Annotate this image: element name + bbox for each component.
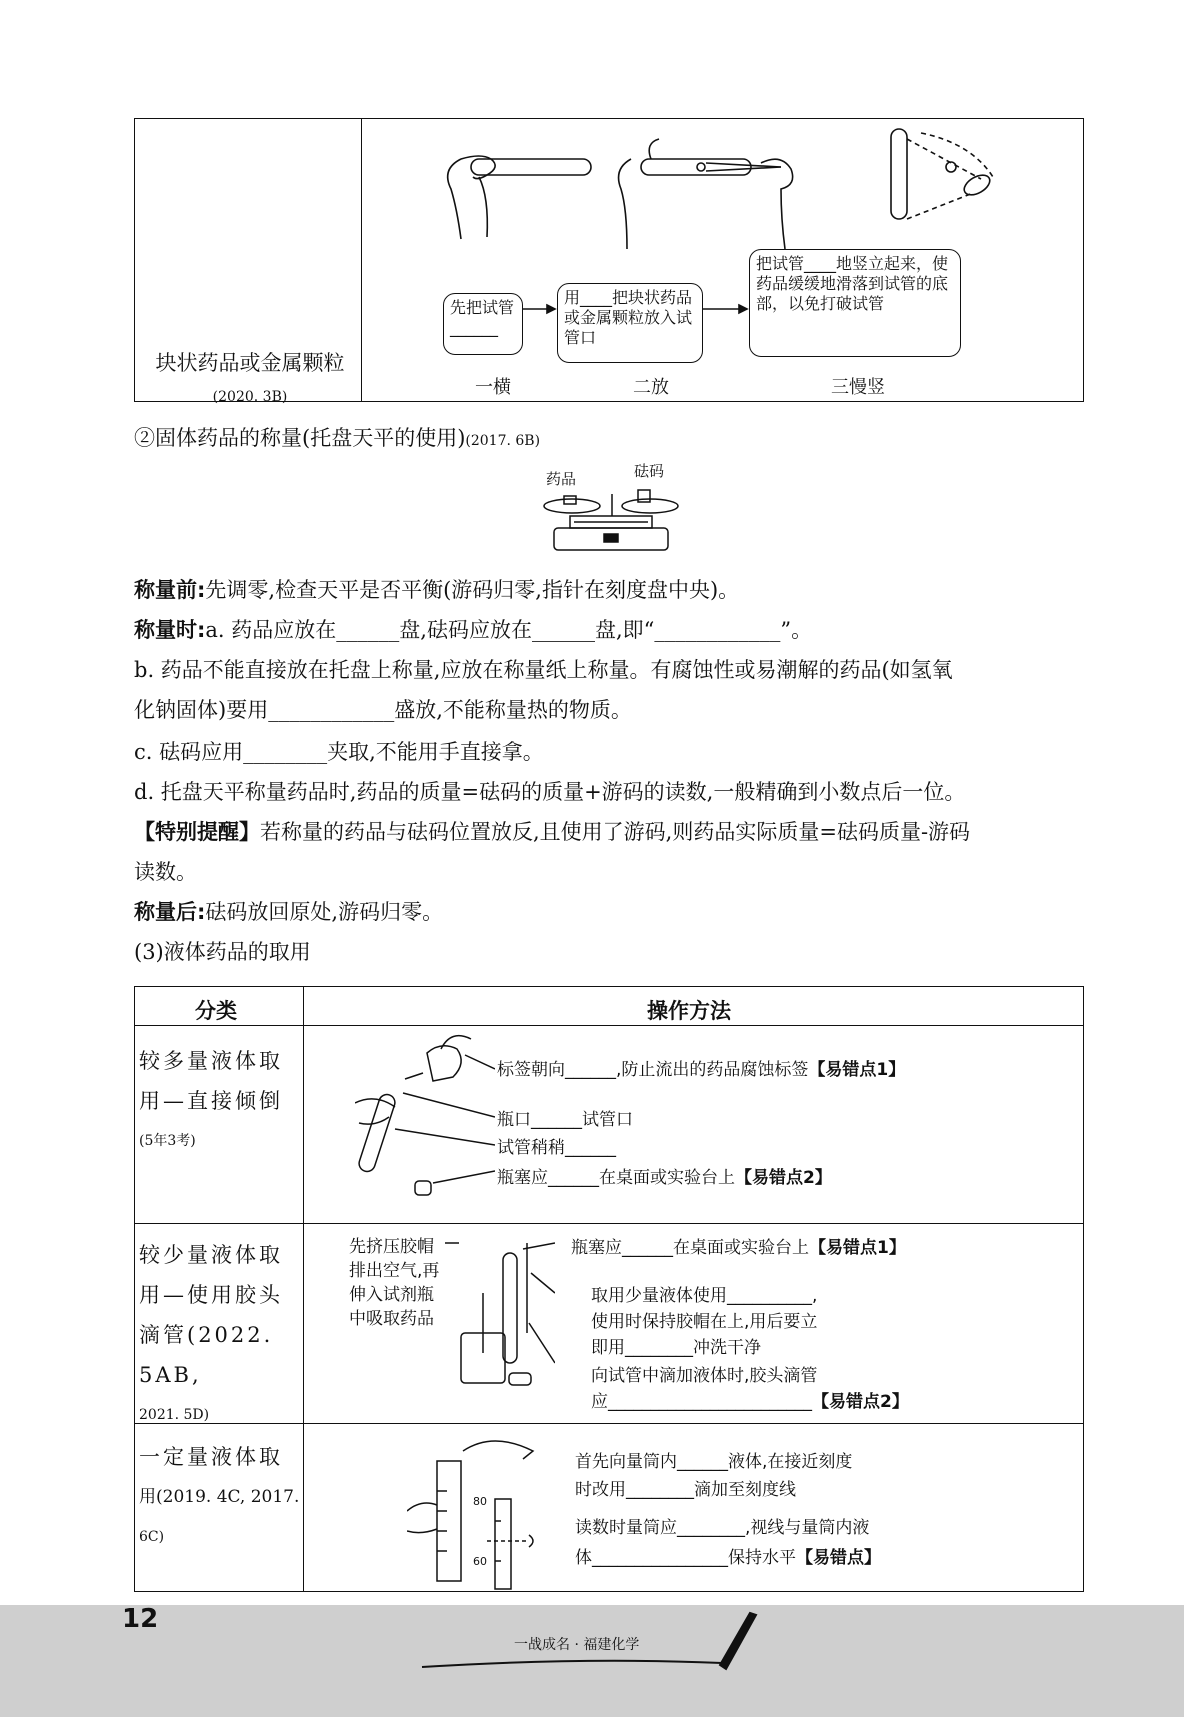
row1-cat-source: (5年3考) bbox=[139, 1133, 196, 1149]
row1-note-1-tag: 【易错点1】 bbox=[808, 1060, 906, 1080]
balance-right-label: 砝码 bbox=[634, 462, 665, 480]
row2-category bbox=[139, 1235, 301, 1435]
tick-label-60: 60 bbox=[473, 1555, 487, 1568]
tweezers-line-2 bbox=[706, 167, 781, 171]
category-label: 块状药品或金属颗粒 bbox=[155, 351, 345, 375]
row2-cat-line4: 2021. 5D) bbox=[139, 1407, 210, 1423]
weigh-after-label: 称量后: bbox=[134, 900, 206, 924]
row2-note-1-tag: 【易错点1】 bbox=[809, 1238, 906, 1258]
row3-note-3: 读数时量筒应________,视线与量筒内液 bbox=[575, 1518, 870, 1538]
weigh-after-text: 砝码放回原处,游码归零。 bbox=[205, 900, 444, 924]
row2-note-1-text: 瓶塞应______在桌面或实验台上 bbox=[571, 1238, 809, 1258]
arrow-2-head bbox=[739, 305, 747, 313]
solid-drug-table bbox=[134, 118, 1084, 405]
balance-icon bbox=[540, 460, 680, 560]
bottle-neck bbox=[405, 1073, 423, 1079]
bottle-icon bbox=[427, 1046, 461, 1081]
footer-brand: 一战成名 · 福建化学 bbox=[514, 1637, 640, 1653]
dropper-illustration bbox=[445, 1233, 555, 1393]
step-box-1: 先把试管______ bbox=[443, 293, 523, 355]
pen-icon bbox=[720, 1613, 756, 1669]
row2-note-1 bbox=[571, 1233, 906, 1258]
step-box-3: 把试管____地竖立起来，使药品缓缓地滑落到试管的底部，以免打破试管 bbox=[749, 249, 961, 357]
row1-note-2: 瓶口______试管口 bbox=[497, 1110, 633, 1130]
row1-note-4-text: 瓶塞应______在桌面或实验台上 bbox=[497, 1168, 735, 1188]
test-tube-illustrations bbox=[361, 119, 1083, 403]
hand-on-bottle bbox=[441, 1036, 471, 1049]
graduated-cylinder bbox=[437, 1461, 461, 1581]
row1-note-1 bbox=[497, 1055, 905, 1080]
pointer-1 bbox=[523, 1243, 555, 1249]
pointer-3 bbox=[395, 1129, 495, 1145]
table2-row-line-1 bbox=[135, 1223, 1083, 1224]
tweezers-line-1 bbox=[706, 163, 781, 167]
liquid-drug-table bbox=[134, 986, 1084, 1592]
row2-note-6 bbox=[591, 1387, 909, 1412]
row1-note-3: 试管稍稍______ bbox=[497, 1138, 616, 1158]
tilt-arc-dashed bbox=[907, 139, 981, 219]
row2-left-3: 伸入试剂瓶 bbox=[349, 1285, 434, 1305]
row2-left-1: 先挤压胶帽 bbox=[349, 1237, 434, 1257]
cylinder-reading bbox=[495, 1499, 511, 1589]
weigh-after bbox=[134, 896, 443, 926]
weigh-during-label: 称量时: bbox=[134, 618, 206, 642]
row3-cat-line1: 一定量液体取 bbox=[139, 1445, 283, 1469]
pointer-2 bbox=[403, 1093, 495, 1117]
eye-icon bbox=[529, 1535, 533, 1547]
pouring-illustration bbox=[355, 1033, 495, 1213]
special-reminder-line2: 读数。 bbox=[134, 860, 197, 884]
pointer-1 bbox=[465, 1055, 495, 1069]
table2-header-line bbox=[135, 1025, 1083, 1026]
row3-note-2: 时改用________滴加至刻度线 bbox=[575, 1480, 796, 1500]
row2-cat-line3: 滴管(2022. 5AB, bbox=[139, 1323, 274, 1387]
grain-in-tube bbox=[946, 162, 956, 172]
row2-left-notes bbox=[349, 1235, 439, 1331]
tilt-arc bbox=[921, 133, 993, 177]
hand-holding-cylinder bbox=[407, 1503, 437, 1533]
page-footer bbox=[0, 1605, 1184, 1717]
row2-note-5: 向试管中滴加液体时,胶头滴管 bbox=[591, 1366, 818, 1386]
row3-cat-line3: 6C) bbox=[139, 1529, 165, 1545]
pointer-3 bbox=[529, 1323, 555, 1363]
step-label-3: 三慢竖 bbox=[831, 377, 885, 398]
section2-title-text: ②固体药品的称量(托盘天平的使用) bbox=[134, 426, 466, 450]
row3-note-1: 首先向量筒内______液体,在接近刻度 bbox=[575, 1452, 853, 1472]
row2-left-4: 中吸取药品 bbox=[349, 1309, 434, 1329]
row3-note-4-tag: 【易错点】 bbox=[796, 1548, 881, 1568]
row2-cat-line1: 较少量液体取 bbox=[139, 1243, 283, 1267]
section2-title bbox=[134, 422, 540, 452]
row3-cat-line2: 用(2019. 4C, 2017. bbox=[139, 1487, 300, 1507]
row1-category bbox=[139, 1041, 301, 1161]
weigh-before-label: 称量前: bbox=[134, 578, 206, 602]
step-label-1: 一横 bbox=[475, 377, 511, 398]
metal-grain bbox=[697, 163, 705, 171]
weigh-a-text: a. 药品应放在______盘,砝码应放在______盘,即“____________”。 bbox=[205, 618, 813, 642]
balance-figure bbox=[540, 460, 680, 560]
row3-category bbox=[139, 1437, 301, 1557]
weigh-before bbox=[134, 574, 739, 604]
step-box-2: 用____把块状药品或金属颗粒放入试管口 bbox=[557, 283, 703, 363]
row2-note-3: 使用时保持胶帽在上,用后要立 bbox=[591, 1312, 818, 1332]
pointer-4 bbox=[433, 1171, 495, 1183]
pouring-bottle bbox=[463, 1441, 533, 1459]
row2-note-6-tag: 【易错点2】 bbox=[812, 1392, 909, 1412]
page-number: 12 bbox=[122, 1604, 159, 1634]
weigh-during-a bbox=[134, 614, 812, 644]
weigh-b-line2: 化钠固体)要用____________盛放,不能称量热的物质。 bbox=[134, 698, 632, 722]
header-category: 分类 bbox=[195, 999, 237, 1023]
weigh-d: d. 托盘天平称量药品时,药品的质量=砝码的质量+游码的读数,一般精确到小数点后一位。 bbox=[134, 780, 966, 804]
arrow-1-head bbox=[547, 305, 555, 313]
balance-left-label: 药品 bbox=[546, 470, 577, 488]
row3-note-4-text: 体________________保持水平 bbox=[575, 1548, 796, 1568]
step-label-2: 二放 bbox=[633, 377, 669, 398]
weigh-c: c. 砝码应用________夹取,不能用手直接拿。 bbox=[134, 740, 544, 764]
stopper-icon bbox=[415, 1181, 431, 1195]
category-source: (2020. 3B) bbox=[212, 389, 288, 405]
test-tube-horizontal-2 bbox=[641, 159, 751, 175]
pointer-2 bbox=[531, 1273, 555, 1293]
special-reminder-text: 若称量的药品与砝码位置放反,且使用了游码,则药品实际质量=砝码质量-游码 bbox=[260, 820, 971, 844]
special-reminder bbox=[134, 816, 970, 846]
weigh-before-text: 先调零,检查天平是否平衡(游码归零,指针在刻度盘中央)。 bbox=[205, 578, 740, 602]
header-method: 操作方法 bbox=[647, 999, 731, 1023]
row1-note-1-text: 标签朝向______,防止流出的药品腐蚀标签 bbox=[497, 1060, 809, 1080]
tick-label-80: 80 bbox=[473, 1495, 487, 1508]
test-tube-horizontal-1 bbox=[471, 159, 591, 175]
section2-source: (2017. 6B) bbox=[465, 433, 541, 449]
row1-cat-line1: 较多量液体取 bbox=[139, 1049, 283, 1073]
row1-note-4-tag: 【易错点2】 bbox=[735, 1168, 832, 1188]
row1-cat-line2: 用—直接倾倒 bbox=[139, 1089, 283, 1113]
section3-title: (3)液体药品的取用 bbox=[134, 940, 311, 964]
stopper-icon bbox=[509, 1373, 531, 1385]
row1-note-4 bbox=[497, 1163, 832, 1188]
row3-note-4 bbox=[575, 1543, 881, 1568]
special-reminder-label: 【特别提醒】 bbox=[134, 820, 260, 844]
pen-line bbox=[422, 1661, 722, 1667]
table2-column-divider bbox=[303, 987, 304, 1591]
row2-note-2: 取用少量液体使用__________, bbox=[591, 1286, 818, 1306]
row2-note-4: 即用________冲洗干净 bbox=[591, 1338, 761, 1358]
hand-2 bbox=[619, 139, 793, 249]
row2-left-2: 排出空气,再 bbox=[349, 1261, 440, 1281]
test-tube-vertical bbox=[891, 129, 907, 219]
tilted-tube-end bbox=[961, 171, 993, 199]
row2-note-6-text: 应________________________ bbox=[591, 1392, 812, 1412]
row2-cat-line2: 用—使用胶头 bbox=[139, 1283, 283, 1307]
weigh-b-line1: b. 药品不能直接放在托盘上称量,应放在称量纸上称量。有腐蚀性或易潮解的药品(如氢氧 bbox=[134, 658, 953, 682]
